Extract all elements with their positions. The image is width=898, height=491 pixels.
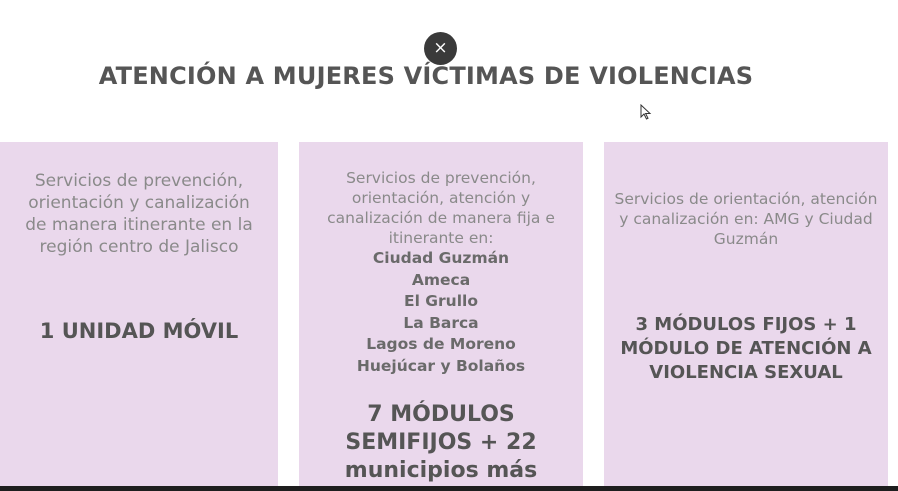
service-card-semifixed-modules	[299, 142, 583, 491]
location-item: El Grullo	[404, 292, 478, 310]
location-item: Ciudad Guzmán	[372, 249, 510, 267]
service-card-mobile-unit	[0, 142, 278, 491]
card-description-block	[309, 168, 573, 377]
mouse-pointer-icon	[640, 104, 652, 120]
location-item: Lagos de Moreno	[366, 335, 516, 353]
card-highlight: 7 MÓDULOS SEMIFIJOS + 22 municipios más	[344, 402, 538, 483]
location-item: La Barca	[403, 313, 479, 332]
card-highlight: 3 MÓDULOS FIJOS + 1 MÓDULO DE ATENCIÓN A VIOLENCIA SEXUAL	[620, 314, 872, 383]
close-icon: ×	[433, 38, 448, 58]
location-list	[309, 248, 573, 377]
close-button[interactable]	[424, 32, 457, 65]
card-description: Servicios de orientación, atención y canalización en: AMG y Ciudad Guzmán	[614, 190, 878, 248]
page-title: ATENCIÓN A MUJERES VÍCTIMAS DE VIOLENCIAS	[98, 62, 754, 90]
card-description: Servicios de prevención, orientación y canalización de manera itinerante en la región centro de Jalisco	[25, 171, 253, 257]
card-highlight: 1 UNIDAD MÓVIL	[39, 319, 239, 343]
location-item: Huejúcar y Bolaños	[356, 356, 526, 375]
location-item: Ameca	[411, 270, 471, 289]
bottom-bar	[0, 486, 898, 491]
service-card-fixed-modules	[604, 142, 888, 491]
card-description: Servicios de prevención, orientación, atención y canalización de manera fija e itinerante en:	[327, 169, 555, 247]
